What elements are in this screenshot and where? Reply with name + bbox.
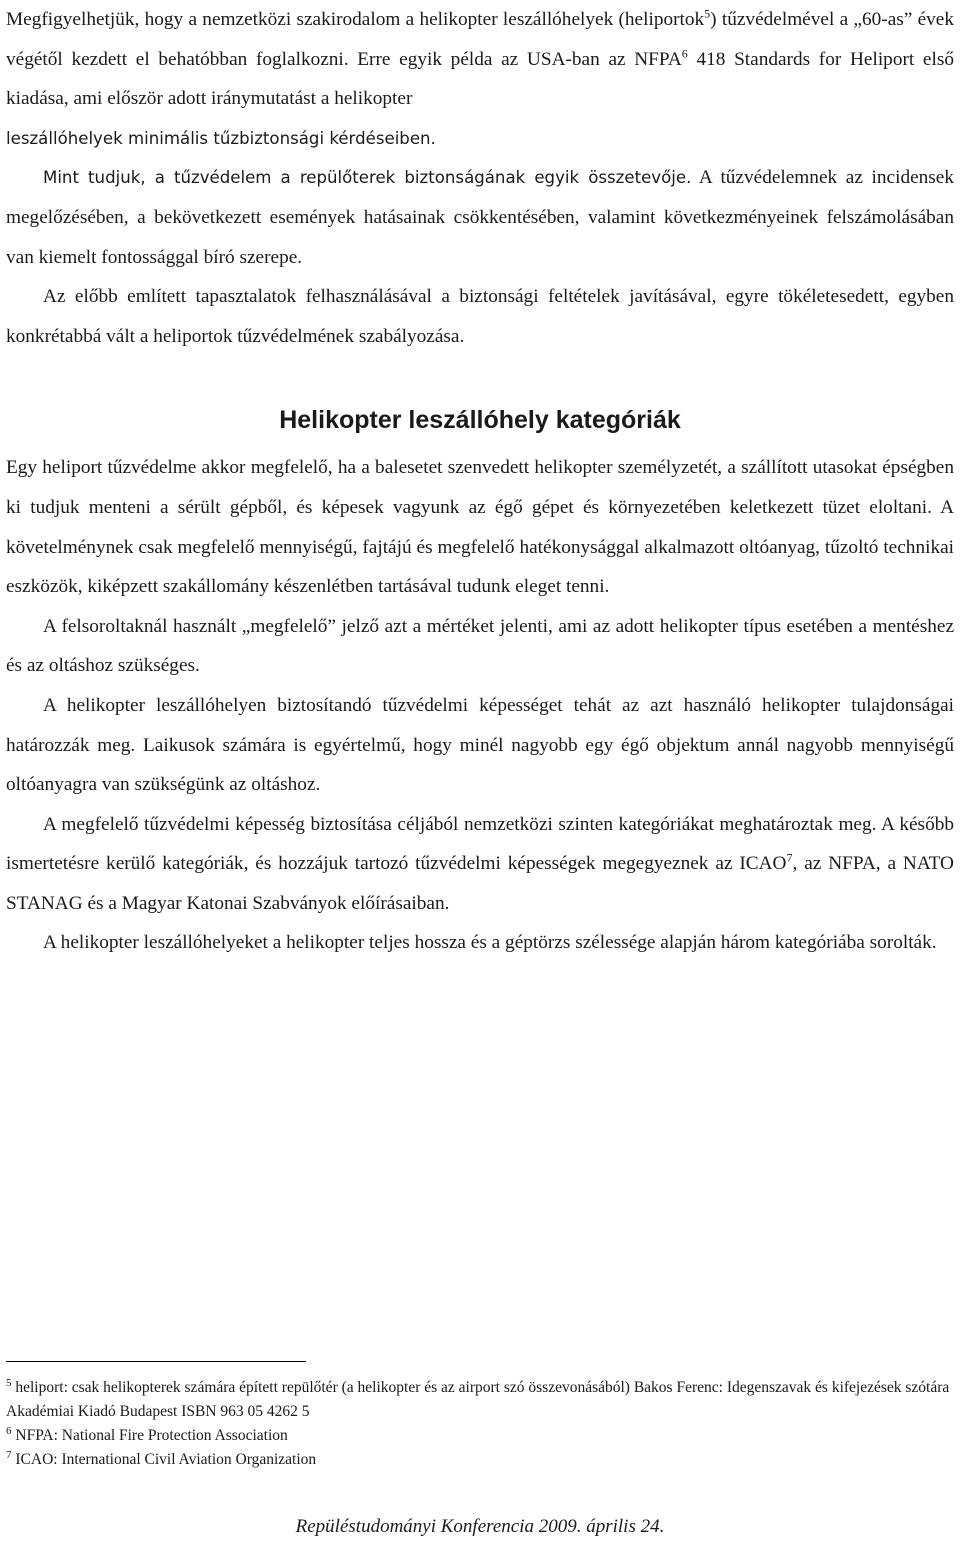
footnote-divider — [6, 1361, 306, 1362]
section-paragraph-1: Egy heliport tűzvédelme akkor megfelelő, ha a balesetet szenvedett helikopter személyzetét, a szállított utasokat épségben ki tudjuk menteni a sérült gépből, és képesek vagyunk az égő gépet és környezetében keletkezett tüzet eloltani. A követelménynek csak megfelelő mennyiségű, fajtájú és megfelelő hatékonysággal alkalmazott oltóanyag, tűzoltó technikai eszközök, kiképzett szakállomány készenlétben tartásával tudunk eleget tenni. — [6, 457, 954, 598]
intro-text: Megfigyelhetjük, hogy a nemzetközi szakirodalom a helikopter leszállóhelyek (heliportok — [6, 9, 705, 30]
intro-text: Mint tudjuk, a tűzvédelem a repülőterek biztonságának egyik összetevője. — [43, 168, 692, 188]
intro-paragraph-2 — [6, 158, 954, 277]
intro-text: ) tűzvédelmével a „60-as” évek végétől kezdett el behatóbban foglalkozni. Erre egyik példa az USA-ban az NFPA — [6, 9, 954, 70]
footnote-text: NFPA: National Fire Protection Association — [11, 1427, 288, 1444]
footnote-ref-6[interactable]: 6 — [681, 46, 688, 61]
section-paragraph-5: A helikopter leszállóhelyeket a helikopter teljes hossza és a géptörzs szélessége alapján három kategóriába sorolták. — [43, 932, 937, 954]
footnote-number: 7 — [6, 1448, 12, 1461]
page-footer: Repüléstudományi Konferencia 2009. április 24. — [295, 1516, 665, 1537]
footnote-5 — [6, 1376, 954, 1424]
section-paragraph-4 — [6, 805, 954, 924]
footnote-text: heliport: csak helikopterek számára épített repülőtér (a helikopter és az airport szó összevonásából) Bakos Ferenc: Idegenszavak és kifejezések szótára Akadémiai Kiadó Budapest ISBN 963 05 4262 5 — [6, 1379, 950, 1420]
intro-paragraph-1 — [6, 0, 954, 158]
footnote-ref-5[interactable]: 5 — [704, 6, 711, 21]
intro-text: leszállóhelyek minimális tűzbiztonsági kérdéseiben. — [6, 128, 436, 148]
intro-paragraph-3: Az előbb említett tapasztalatok felhasználásával a biztonsági feltételek javításával, egyre tökéletesedett, egyben konkrétabbá vált a heliportok tűzvédelmének szabályozása. — [6, 286, 954, 347]
document-page — [6, 0, 954, 1545]
section-heading: Helikopter leszállóhely kategóriák — [279, 406, 681, 435]
footnotes — [6, 1376, 954, 1472]
section-text: A megfelelő tűzvédelmi képesség biztosítása céljából nemzetközi szinten kategóriákat meghatároztak meg. A később ismertetésre kerülő kategóriák, és hozzájuk tartozó tűzvédelmi képességek megegyeznek az ICAO — [6, 813, 954, 875]
footnote-number: 5 — [6, 1376, 12, 1389]
section-paragraph-3: A helikopter leszállóhelyen biztosítandó tűzvédelmi képességet tehát az azt használó helikopter tulajdonságai határozzák meg. Laikusok számára is egyértelmű, hogy minél nagyobb egy égő objektum annál nagyobb mennyiségű oltóanyagra van szükségünk az oltáshoz. — [6, 694, 954, 796]
footnote-text: ICAO: International Civil Aviation Organization — [11, 1451, 317, 1468]
footnote-6 — [6, 1424, 954, 1448]
footnote-ref-7[interactable]: 7 — [786, 850, 793, 865]
footnote-number: 6 — [6, 1424, 12, 1437]
section-text: , az NFPA, a NATO STANAG és a Magyar Katonai Szabványok előírásaiban. — [6, 853, 954, 914]
section-paragraph-2: A felsoroltaknál használt „megfelelő” jelző azt a mértéket jelenti, ami az adott helikopter típus esetében a mentéshez és az oltáshoz szükséges. — [6, 615, 954, 677]
intro-text: A tűzvédelemnek az incidensek megelőzésében, a bekövetkezett események hatásainak csökkentésében, valamint következményeinek felszámolásában van kiemelt fontossággal bíró szerepe. — [6, 167, 954, 268]
footnote-7 — [6, 1448, 954, 1472]
intro-text: 418 Standards for Heliport első kiadása, ami először adott iránymutatást a helikopter — [6, 48, 954, 110]
